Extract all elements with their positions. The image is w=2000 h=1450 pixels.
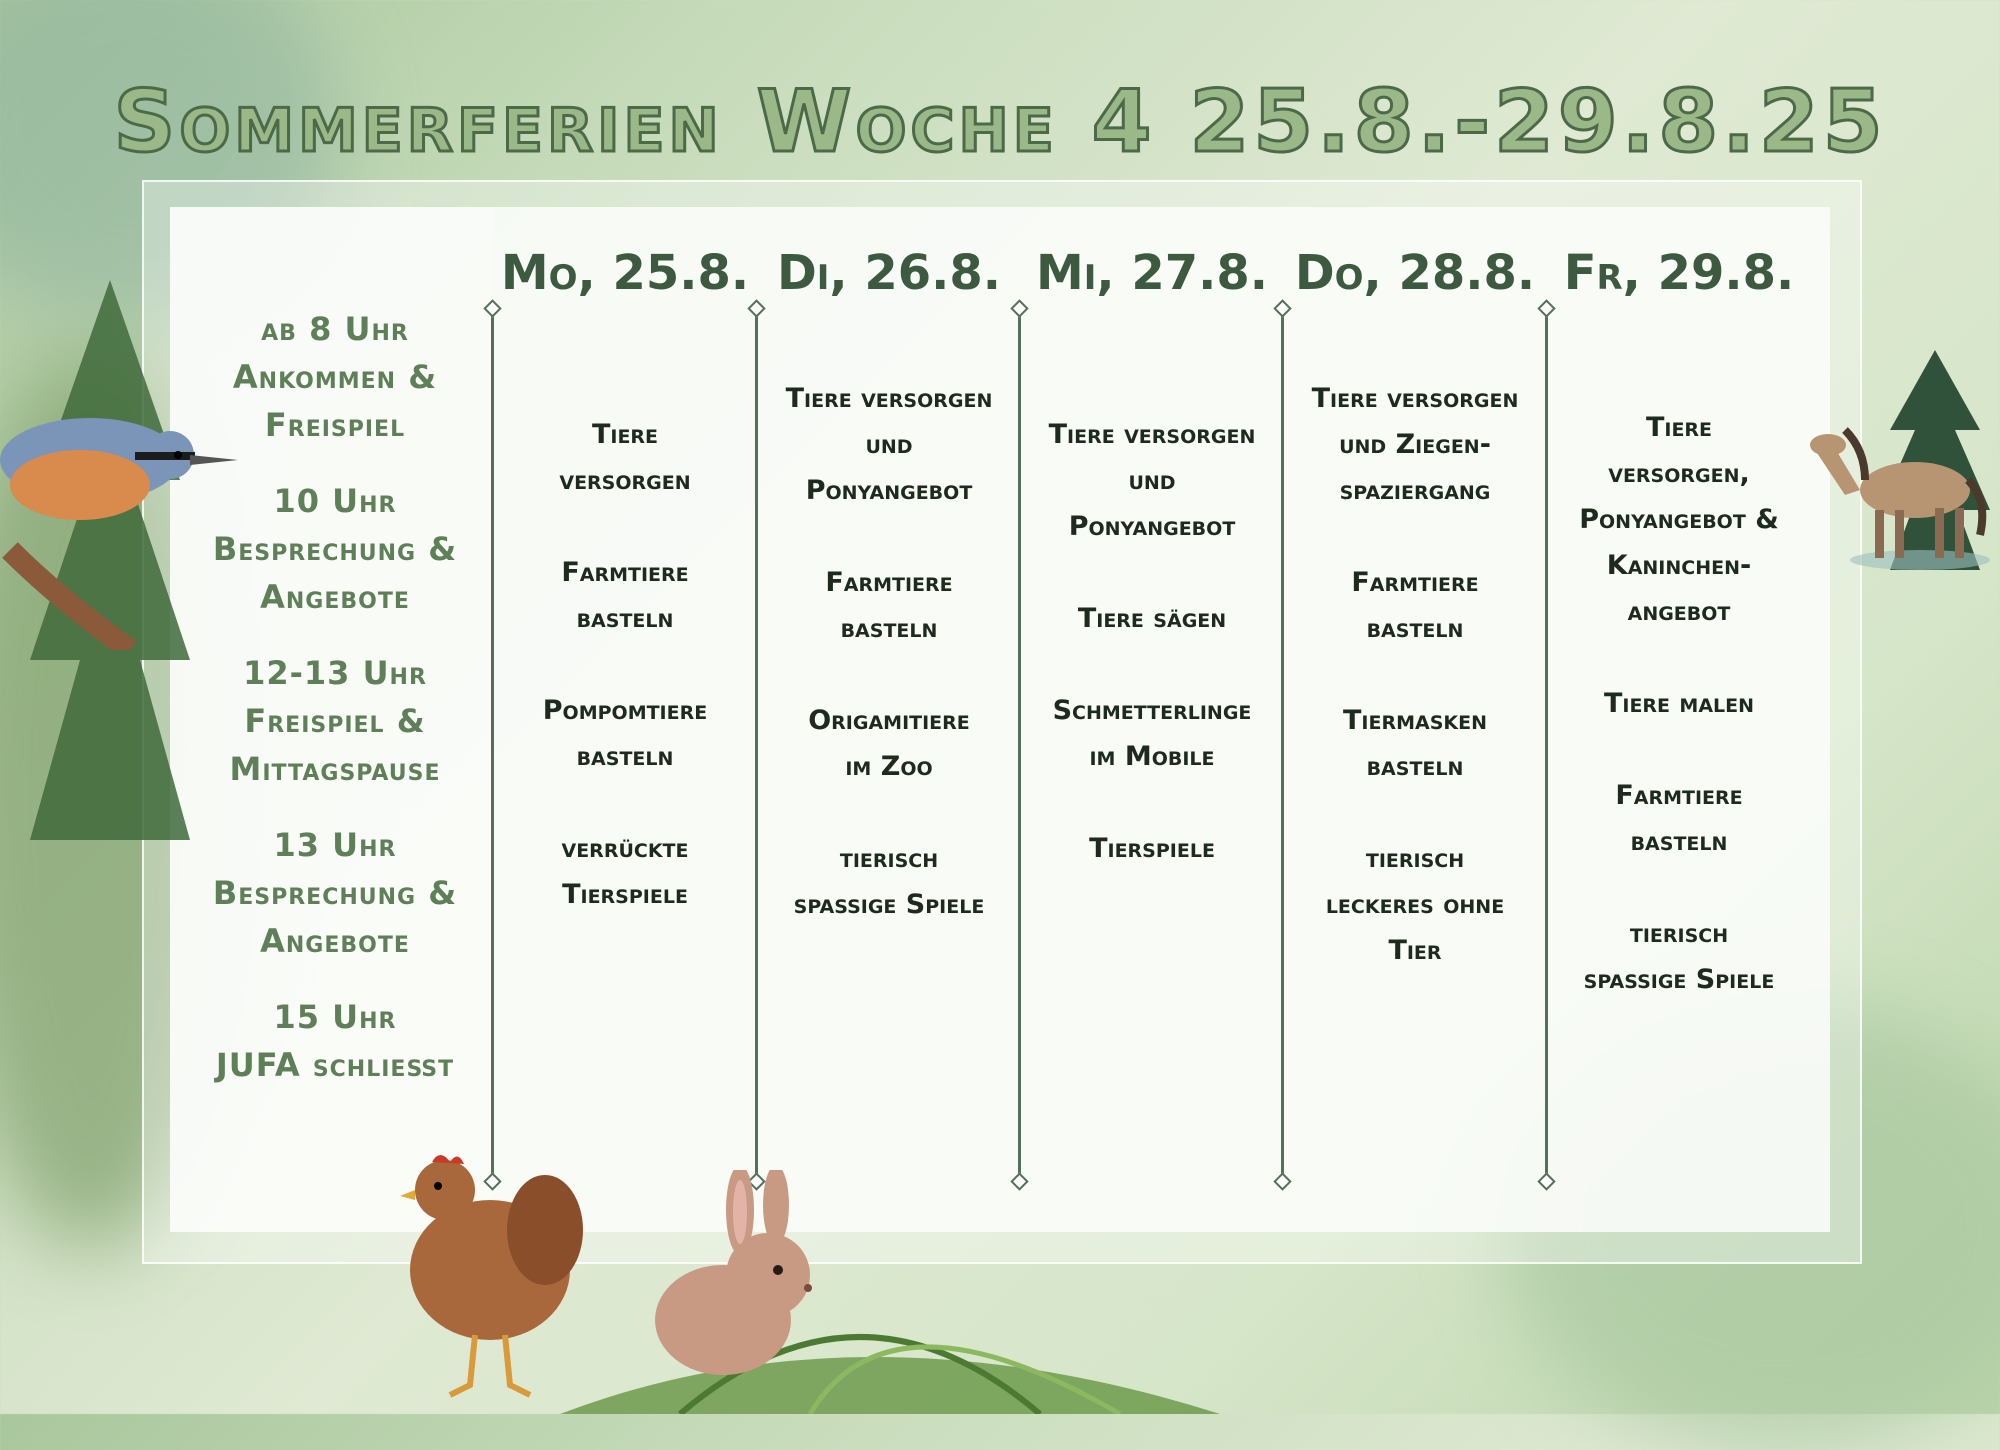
time-line: Freispiel & bbox=[244, 702, 426, 740]
activity-line: Farmtiere bbox=[561, 557, 689, 588]
activity-line: Farmtiere bbox=[1615, 780, 1743, 811]
time-line: Freispiel bbox=[264, 406, 406, 444]
day-header-fri: Fr, 29.8. bbox=[1563, 245, 1795, 301]
day-column-fri bbox=[1547, 405, 1811, 1049]
time-line: Besprechung & bbox=[212, 530, 458, 568]
activity-line: versorgen bbox=[559, 465, 691, 496]
chicken-icon bbox=[380, 1140, 600, 1400]
activity-line: Kaninchen- bbox=[1606, 550, 1752, 581]
activity-line: Schmetterlinge bbox=[1052, 695, 1252, 726]
time-block bbox=[170, 993, 500, 1089]
activity-line: spaßige Spiele bbox=[1583, 964, 1775, 995]
activity-line: Tiere versorgen bbox=[1311, 383, 1519, 414]
activity bbox=[493, 550, 757, 642]
activity-line: versorgen, bbox=[1608, 458, 1750, 489]
page-title: Sommerferien Woche 4 25.8.-29.8.25 bbox=[113, 72, 1887, 172]
activity-line: Tier bbox=[1388, 935, 1442, 966]
activity-line: Tiere bbox=[1645, 412, 1713, 443]
time-block bbox=[170, 649, 500, 793]
activity-line: basteln bbox=[1366, 751, 1464, 782]
activity bbox=[1020, 596, 1284, 642]
time-line: 12-13 Uhr bbox=[243, 654, 427, 692]
activity bbox=[1547, 405, 1811, 635]
time-line: Besprechung & bbox=[212, 874, 458, 912]
horse-icon bbox=[1810, 420, 1990, 570]
time-line: Ankommen & bbox=[232, 358, 438, 396]
time-line: Angebote bbox=[260, 922, 410, 960]
activity-line: Farmtiere bbox=[825, 567, 953, 598]
activity bbox=[757, 376, 1021, 514]
activity-line: Tiere sägen bbox=[1077, 603, 1227, 634]
activity-line: spaziergang bbox=[1339, 475, 1491, 506]
activity-line: und bbox=[1128, 465, 1176, 496]
activity-line: Tiermasken bbox=[1343, 705, 1487, 736]
activity-line: spaßige Spiele bbox=[793, 889, 985, 920]
activity bbox=[757, 560, 1021, 652]
activity bbox=[1547, 681, 1811, 727]
day-header-thu: Do, 28.8. bbox=[1294, 245, 1536, 301]
activity bbox=[1283, 376, 1547, 514]
day-column-tue bbox=[757, 376, 1021, 974]
activity-line: tierisch bbox=[1629, 918, 1729, 949]
activity-line: Farmtiere bbox=[1351, 567, 1479, 598]
activity-line: und Ziegen- bbox=[1339, 429, 1491, 460]
time-line: Angebote bbox=[260, 578, 410, 616]
rabbit-icon bbox=[648, 1170, 828, 1380]
day-column-wed bbox=[1020, 412, 1284, 918]
activity-line: basteln bbox=[1630, 826, 1728, 857]
activity-line: im Zoo bbox=[845, 751, 933, 782]
activity bbox=[757, 836, 1021, 928]
day-header-tue: Di, 26.8. bbox=[776, 245, 1002, 301]
activity-line: angebot bbox=[1627, 596, 1731, 627]
activity bbox=[1283, 698, 1547, 790]
activity bbox=[1283, 560, 1547, 652]
activity-line: verrückte bbox=[561, 833, 689, 864]
day-header-mon: Mo, 25.8. bbox=[500, 245, 750, 301]
activity bbox=[1283, 836, 1547, 974]
activity bbox=[1547, 773, 1811, 865]
activity-line: Tiere bbox=[591, 419, 659, 450]
activity-line: Ponyangebot bbox=[1068, 511, 1236, 542]
activity-line: Tiere versorgen bbox=[1048, 419, 1256, 450]
time-line: JUFA schließt bbox=[215, 1046, 455, 1084]
day-header-wed: Mi, 27.8. bbox=[1035, 245, 1269, 301]
time-line: Mittagspause bbox=[229, 750, 441, 788]
activity-line: und bbox=[865, 429, 913, 460]
activity-line: Tierspiele bbox=[1089, 833, 1215, 864]
activity bbox=[1020, 688, 1284, 780]
activity-line: Ponyangebot bbox=[805, 475, 973, 506]
activity-line: tierisch bbox=[839, 843, 939, 874]
activity bbox=[757, 698, 1021, 790]
time-line: 10 Uhr bbox=[273, 482, 397, 520]
activity bbox=[1020, 412, 1284, 550]
activity-line: basteln bbox=[576, 741, 674, 772]
time-line: ab 8 Uhr bbox=[261, 310, 409, 348]
activity-line: basteln bbox=[1366, 613, 1464, 644]
time-line: 13 Uhr bbox=[273, 826, 397, 864]
activity bbox=[493, 412, 757, 504]
activity-line: basteln bbox=[840, 613, 938, 644]
activity-line: Ponyangebot & bbox=[1579, 504, 1779, 535]
activity-line: Tierspiele bbox=[562, 879, 688, 910]
activity-line: Origamitiere bbox=[808, 705, 970, 736]
activity-line: im Mobile bbox=[1089, 741, 1215, 772]
activity-line: leckeres ohne bbox=[1325, 889, 1505, 920]
activity-line: tierisch bbox=[1365, 843, 1465, 874]
activity-line: Tiere malen bbox=[1603, 688, 1755, 719]
day-column-mon bbox=[493, 412, 757, 964]
activity bbox=[1547, 911, 1811, 1003]
activity-line: basteln bbox=[576, 603, 674, 634]
time-line: 15 Uhr bbox=[273, 998, 397, 1036]
activity-line: Pompomtiere bbox=[542, 695, 708, 726]
activity bbox=[493, 688, 757, 780]
nuthatch-bird-icon bbox=[0, 400, 240, 650]
activity bbox=[1020, 826, 1284, 872]
activity bbox=[493, 826, 757, 918]
day-column-thu bbox=[1283, 376, 1547, 1020]
time-block bbox=[170, 821, 500, 965]
activity-line: Tiere versorgen bbox=[785, 383, 993, 414]
